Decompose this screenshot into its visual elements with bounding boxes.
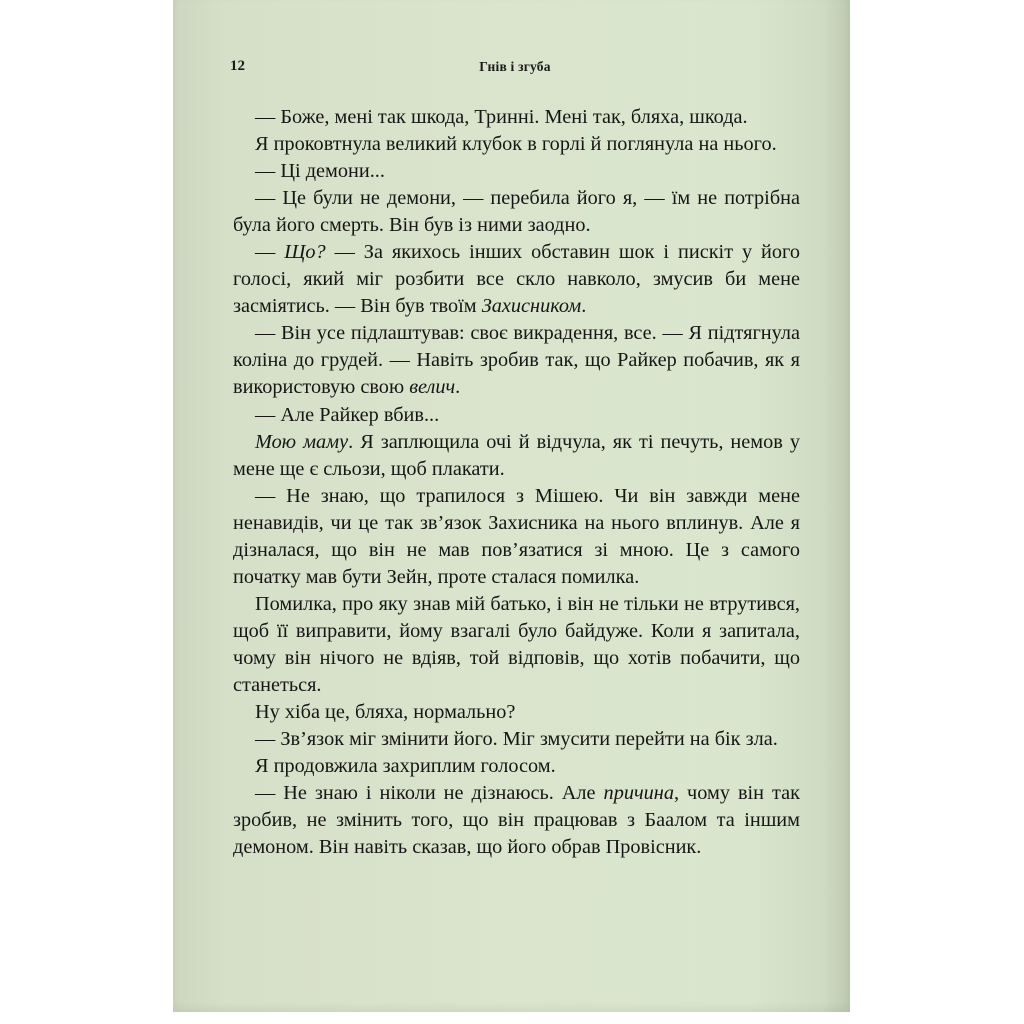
emphasis-text: Мою маму bbox=[255, 430, 349, 453]
paragraph bbox=[233, 320, 800, 401]
paragraph-text: — Він усе підлаштував: своє викрадення, все. — Я підтягнула коліна до грудей. — Навіть зробив так, що Райкер побачив, як я використовую свою bbox=[233, 322, 800, 399]
paragraph bbox=[233, 780, 800, 861]
paragraph-text: — Але Райкер вбив... bbox=[255, 403, 440, 426]
paragraph bbox=[233, 185, 800, 239]
paragraph bbox=[233, 591, 800, 699]
paragraph-text: Помилка, про яку знав мій батько, і він не тільки не втрутився, щоб її виправити, йому взагалі було байдуже. Коли я запитала, чому він нічого не вдіяв, той відповів, що хотів побачити, що станеться. bbox=[233, 592, 800, 696]
book-title: Гнів і згуба bbox=[479, 59, 551, 74]
paragraph-text: Я проковтнула великий клубок в горлі й поглянула на нього. bbox=[255, 133, 777, 156]
paragraph-text: — Ці демони... bbox=[255, 160, 385, 183]
paragraph bbox=[233, 402, 800, 429]
emphasis-text: Що? bbox=[284, 241, 326, 264]
paragraph-text: — Боже, мені так шкода, Тринні. Мені так, бляха, шкода. bbox=[255, 106, 748, 128]
paragraph bbox=[233, 753, 800, 780]
emphasis-text: причина bbox=[603, 782, 674, 805]
paragraph bbox=[233, 429, 800, 483]
paragraph-text: — Зв’язок міг змінити його. Міг змусити перейти на бік зла. bbox=[255, 728, 778, 751]
paragraph-text: — Не знаю, що трапилося з Мішею. Чи він завжди мене ненавидів, чи це так зв’язок Захисника на нього вплинув. Але я дізналася, що він не мав пов’язатися зі мною. Це з самого початку мав бути Зейн, проте сталася помилка. bbox=[233, 484, 800, 588]
running-head bbox=[230, 58, 800, 78]
paragraph-text: — bbox=[255, 241, 285, 264]
paragraph bbox=[233, 158, 800, 185]
paragraph-text: — За якихось інших обставин шок і пискіт у його голосі, який міг розбити все скло навколо, змусив би мене засміятись. — Він був твоїм bbox=[233, 241, 800, 318]
paragraph-text: Я продовжила захриплим голосом. bbox=[255, 755, 556, 778]
paragraph bbox=[233, 483, 800, 591]
paragraph-text: — Це були не демони, — перебила його я, — їм не потрібна була його смерть. Він був із ними заодно. bbox=[233, 187, 800, 237]
paragraph bbox=[233, 726, 800, 753]
book-page bbox=[173, 0, 850, 1012]
paragraph-text: , чому він так зробив, не змінить того, що він працював з Баалом та іншим демоном. Він навіть сказав, що його обрав Провісник. bbox=[233, 782, 800, 859]
paragraph-text: . bbox=[581, 295, 587, 318]
paragraph bbox=[233, 239, 800, 320]
paragraph bbox=[233, 131, 800, 158]
page-number: 12 bbox=[230, 58, 245, 74]
emphasis-text: велич bbox=[409, 376, 456, 399]
paragraph-text: . bbox=[455, 376, 461, 399]
paragraph bbox=[233, 104, 800, 131]
body-text bbox=[233, 104, 800, 861]
paragraph-text: . Я заплющила очі й відчула, як ті печуть, немов у мене ще є сльози, щоб плакати. bbox=[233, 430, 800, 480]
paragraph bbox=[233, 699, 800, 726]
paragraph-text: Ну хіба це, бляха, нормально? bbox=[255, 701, 516, 724]
paragraph-text: — Не знаю і ніколи не дізнаюсь. Але bbox=[255, 782, 604, 805]
emphasis-text: Захисником bbox=[481, 295, 582, 318]
